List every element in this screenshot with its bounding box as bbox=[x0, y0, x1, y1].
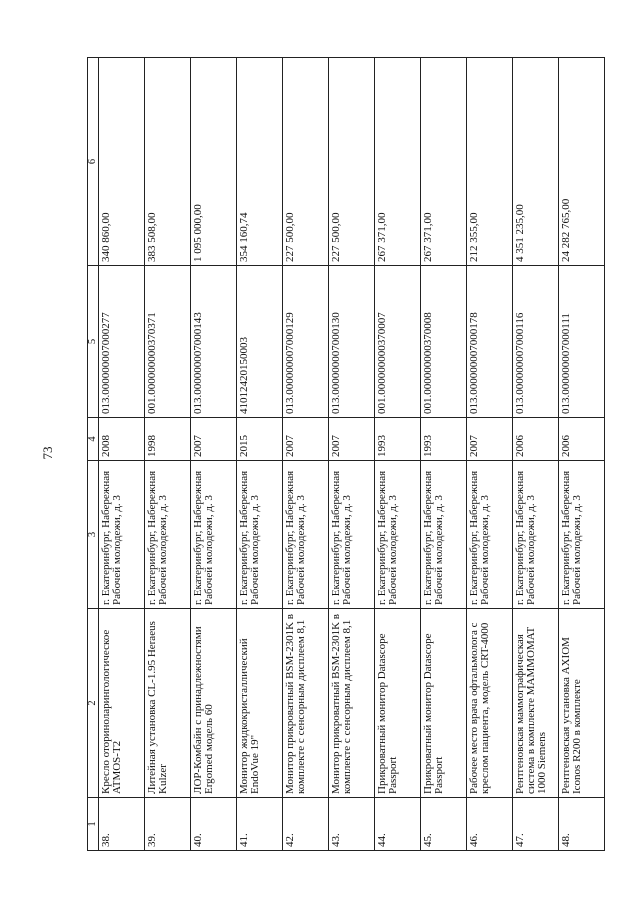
equipment-name-cell: Литейная установка CL-1.95 Heraeus Kulzer bbox=[145, 609, 191, 798]
equipment-name-cell: ЛОР-Комбайн с принадлежностями Ergomed модель 60 bbox=[191, 609, 237, 798]
inventory-code-cell: 001.000000000370007 bbox=[375, 266, 421, 418]
row-number-cell: 48. bbox=[559, 798, 605, 851]
inventory-code-cell: 013.000000007000143 bbox=[191, 266, 237, 418]
column-header: 4 bbox=[88, 418, 99, 461]
inventory-code-cell: 001.000000000370008 bbox=[421, 266, 467, 418]
equipment-name-cell: Монитор жидкокристаллический EndoVue 19" bbox=[237, 609, 283, 798]
table-row bbox=[375, 58, 421, 851]
table-row bbox=[283, 58, 329, 851]
amount-cell: 1 095 000,00 bbox=[191, 58, 237, 266]
amount-cell: 267 371,00 bbox=[375, 58, 421, 266]
year-cell: 1993 bbox=[375, 418, 421, 461]
amount-cell: 267 371,00 bbox=[421, 58, 467, 266]
inventory-code-cell: 013.000000007000111 bbox=[559, 266, 605, 418]
equipment-name-cell: Прикроватный монитор Datascope Passport bbox=[375, 609, 421, 798]
page-number: 73 bbox=[40, 446, 55, 460]
address-cell: г. Екатеринбург, Набережная Рабочей молодежи, д. 3 bbox=[513, 461, 559, 609]
row-number-cell: 38. bbox=[99, 798, 145, 851]
equipment-name-cell: Прикроватный монитор Datascope Passport bbox=[421, 609, 467, 798]
amount-cell: 340 860,00 bbox=[99, 58, 145, 266]
table-row bbox=[145, 58, 191, 851]
year-cell: 2006 bbox=[513, 418, 559, 461]
rotated-table-wrapper bbox=[87, 58, 607, 851]
column-header: 6 bbox=[88, 58, 99, 266]
address-cell: г. Екатеринбург, Набережная Рабочей молодежи, д. 3 bbox=[145, 461, 191, 609]
inventory-code-cell: 013.000000007000129 bbox=[283, 266, 329, 418]
year-cell: 2007 bbox=[283, 418, 329, 461]
address-cell: г. Екатеринбург, Набережная Рабочей молодежи, д. 3 bbox=[191, 461, 237, 609]
address-cell: г. Екатеринбург, Набережная Рабочей молодежи, д. 3 bbox=[467, 461, 513, 609]
year-cell: 1993 bbox=[421, 418, 467, 461]
table-row bbox=[99, 58, 145, 851]
address-cell: г. Екатеринбург, Набережная Рабочей молодежи, д. 3 bbox=[237, 461, 283, 609]
column-header: 5 bbox=[88, 266, 99, 418]
amount-cell: 4 351 235,00 bbox=[513, 58, 559, 266]
address-cell: г. Екатеринбург, Набережная Рабочей молодежи, д. 3 bbox=[421, 461, 467, 609]
table-row bbox=[191, 58, 237, 851]
year-cell: 1998 bbox=[145, 418, 191, 461]
table-row bbox=[513, 58, 559, 851]
address-cell: г. Екатеринбург, Набережная Рабочей молодежи, д. 3 bbox=[375, 461, 421, 609]
year-cell: 2006 bbox=[559, 418, 605, 461]
table-body bbox=[99, 58, 605, 851]
row-number-cell: 44. bbox=[375, 798, 421, 851]
year-cell: 2007 bbox=[467, 418, 513, 461]
row-number-cell: 45. bbox=[421, 798, 467, 851]
table-row bbox=[467, 58, 513, 851]
row-number-cell: 42. bbox=[283, 798, 329, 851]
equipment-name-cell: Рентгеновская установка AXIOM Iconos R200 в комплекте bbox=[559, 609, 605, 798]
amount-cell: 383 508,00 bbox=[145, 58, 191, 266]
inventory-code-cell: 013.000000007000116 bbox=[513, 266, 559, 418]
column-header: 1 bbox=[88, 798, 99, 851]
inventory-code-cell: 013.000000007000130 bbox=[329, 266, 375, 418]
year-cell: 2007 bbox=[329, 418, 375, 461]
table-row bbox=[237, 58, 283, 851]
row-number-cell: 41. bbox=[237, 798, 283, 851]
equipment-name-cell: Кресло оториноларингологическое ATMOS-T2 bbox=[99, 609, 145, 798]
equipment-name-cell: Рабочее место врача офтальмолога с креслом пациента, модель CRT-4000 bbox=[467, 609, 513, 798]
row-number-cell: 39. bbox=[145, 798, 191, 851]
row-number-cell: 47. bbox=[513, 798, 559, 851]
address-cell: г. Екатеринбург, Набережная Рабочей молодежи, д. 3 bbox=[329, 461, 375, 609]
header-row bbox=[88, 58, 99, 851]
equipment-name-cell: Монитор прикроватный BSM-2301K в комплекте с сенсорным дисплеем 8,1 bbox=[329, 609, 375, 798]
column-header: 3 bbox=[88, 461, 99, 609]
equipment-name-cell: Монитор прикроватный BSM-2301K в комплекте с сенсорным дисплеем 8,1 bbox=[283, 609, 329, 798]
row-number-cell: 40. bbox=[191, 798, 237, 851]
row-number-cell: 43. bbox=[329, 798, 375, 851]
amount-cell: 212 355,00 bbox=[467, 58, 513, 266]
inventory-code-cell: 41012420150003 bbox=[237, 266, 283, 418]
amount-cell: 354 160,74 bbox=[237, 58, 283, 266]
table-row bbox=[329, 58, 375, 851]
column-header: 2 bbox=[88, 609, 99, 798]
amount-cell: 227 500,00 bbox=[283, 58, 329, 266]
inventory-code-cell: 001.000000000370371 bbox=[145, 266, 191, 418]
year-cell: 2007 bbox=[191, 418, 237, 461]
table-row bbox=[559, 58, 605, 851]
amount-cell: 227 500,00 bbox=[329, 58, 375, 266]
inventory-table bbox=[87, 57, 605, 851]
address-cell: г. Екатеринбург, Набережная Рабочей молодежи, д. 3 bbox=[559, 461, 605, 609]
year-cell: 2008 bbox=[99, 418, 145, 461]
table-row bbox=[421, 58, 467, 851]
equipment-name-cell: Рентгеновская маммографическая система в комплекте MAMMOMAT 1000 Siemens bbox=[513, 609, 559, 798]
amount-cell: 24 282 765,00 bbox=[559, 58, 605, 266]
year-cell: 2015 bbox=[237, 418, 283, 461]
address-cell: г. Екатеринбург, Набережная Рабочей молодежи, д. 3 bbox=[99, 461, 145, 609]
inventory-code-cell: 013.000000007000178 bbox=[467, 266, 513, 418]
inventory-code-cell: 013.000000007000277 bbox=[99, 266, 145, 418]
row-number-cell: 46. bbox=[467, 798, 513, 851]
address-cell: г. Екатеринбург, Набережная Рабочей молодежи, д. 3 bbox=[283, 461, 329, 609]
